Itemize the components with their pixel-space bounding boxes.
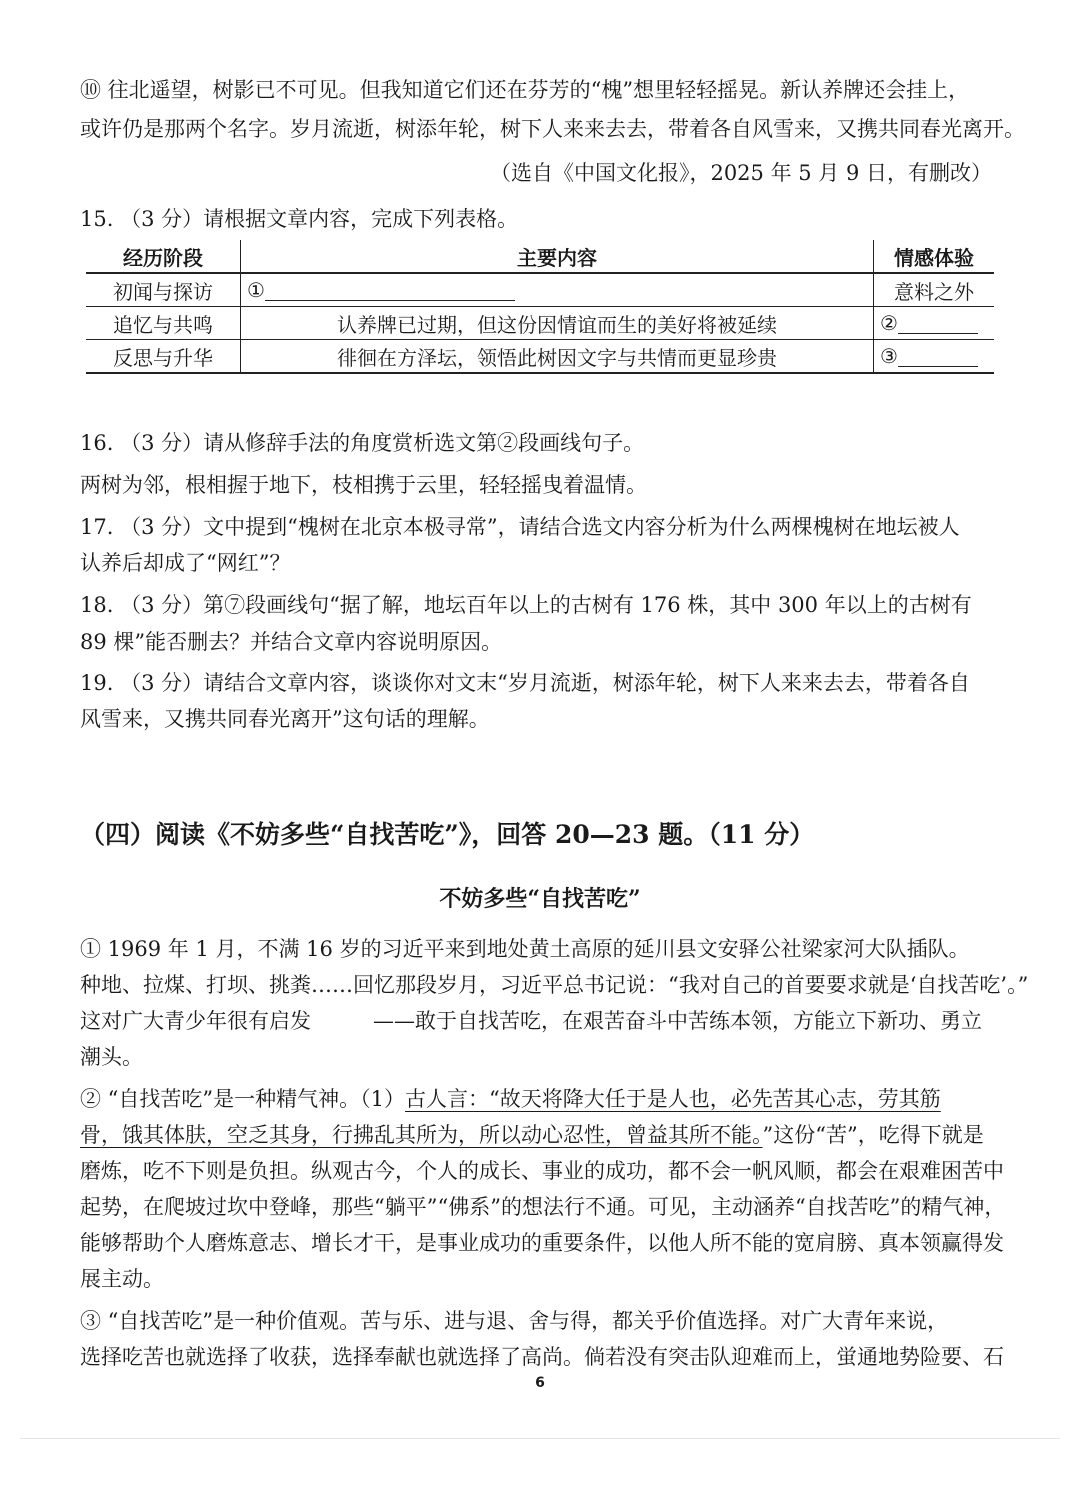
article-p2-line-6: 展主动。 [80,1267,164,1291]
page-divider [20,1438,1060,1439]
article-p2-line-1 [80,1084,941,1114]
source-citation: （选自《中国文化报》，2025 年 5 月 9 日，有删改） [489,161,992,185]
paragraph-10-line-1: ⑩ 往北遥望，树影已不可见。但我知道它们还在芬芳的“槐”想里轻轻摇晃。新认养牌还会挂上， [80,78,970,102]
header-feeling: 情感体验 [874,240,995,273]
row-stage: 反思与升华 [86,340,241,374]
blank-mark: ③ [880,344,898,368]
question-18-line-1: 18. （3 分）第⑦段画线句“据了解，地坛百年以上的古树有 176 株，其中 300 年以上的古树有 [80,593,972,617]
table-row [86,307,994,340]
underlined-quote: 古人言：“故天将降大任于是人也，必先苦其心志，劳其筋 [405,1087,941,1111]
question-19-line-1: 19. （3 分）请结合文章内容，谈谈你对文末“岁月流逝，树添年轮，树下人来来去去，带着各自 [80,671,970,695]
article-p1-line-3 [80,1006,982,1036]
row-feeling-blank[interactable] [874,340,995,374]
row-feeling-blank[interactable] [874,307,995,340]
row-feeling: 意料之外 [874,273,995,307]
header-stage: 经历阶段 [86,240,241,273]
table-row [86,340,994,374]
blank-mark: ① [247,278,265,302]
article-p1-line-1: ① 1969 年 1 月，不满 16 岁的习近平来到地处黄土高原的延川县文安驿公社梁家河大队插队。 [80,937,970,961]
underlined-quote: 骨，饿其体肤，空乏其身，行拂乱其所为，所以动心忍性，曾益其所不能。 [80,1123,763,1147]
article-p2-line-5: 能够帮助个人磨炼意志、增长才干，是事业成功的重要条件，以他人所不能的宽肩膀、真本领赢得发 [80,1231,1004,1255]
section-4-heading: （四）阅读《不妨多些“自找苦吃”》，回答 20—23 题。（11 分） [80,820,815,849]
answer-blank-line[interactable] [898,311,978,334]
table-header-row [86,240,994,273]
answer-blank-line[interactable] [898,344,978,367]
question-16-stem: 16. （3 分）请从修辞手法的角度赏析选文第②段画线句子。 [80,431,645,455]
text-segment: ② “自找苦吃”是一种精气神。（1） [80,1087,406,1111]
question-18-line-2: 89 棵”能否删去？并结合文章内容说明原因。 [80,630,503,654]
blank-mark: ② [880,311,898,335]
row-content: 认养牌已过期，但这份因情谊而生的美好将被延续 [241,307,874,340]
question-17-line-2: 认养后却成了“网红”？ [80,551,291,575]
question-16-quote: 两树为邻，根相握于地下，枝相携于云里，轻轻摇曳着温情。 [80,473,647,497]
row-content: 徘徊在方泽坛，领悟此树因文字与共情而更显珍贵 [241,340,874,374]
article-title: 不妨多些“自找苦吃” [439,886,641,912]
question-17-line-1: 17. （3 分）文中提到“槐树在北京本极寻常”，请结合选文内容分析为什么两棵槐树在地坛被人 [80,515,960,539]
row-stage: 初闻与探访 [86,273,241,307]
table-row [86,273,994,307]
article-p3-line-2: 选择吃苦也就选择了收获，选择奉献也就选择了高尚。倘若没有突击队迎难而上，蛍通地势险要、石 [80,1345,1004,1369]
text-segment: 这对广大青少年很有启发 [80,1009,311,1033]
article-p2-line-4: 起势，在爬坡过坎中登峰，那些“躺平”“佛系”的想法行不通。可见，主动涵养“自找苦吃”的精气神， [80,1195,1006,1219]
question-15-table [86,240,994,374]
answer-blank-line[interactable] [265,278,515,301]
article-p2-line-3: 磨炼，吃不下则是负担。纵观古今，个人的成长、事业的成功，都不会一帆风顺，都会在艰难困苦中 [80,1159,1004,1183]
article-p3-line-1: ③ “自找苦吃”是一种价值观。苦与乐、进与退、舍与得，都关乎价值选择。对广大青年来说， [80,1309,949,1333]
article-p1-line-4: 潮头。 [80,1045,143,1069]
row-content-blank[interactable] [241,273,874,307]
text-segment: ——敢于自找苦吃，在艰苦奋斗中苦练本领，方能立下新功、勇立 [373,1009,982,1033]
question-15-stem: 15. （3 分）请根据文章内容，完成下列表格。 [80,207,519,231]
article-p1-line-2: 种地、拉煤、打坝、挑粪……回忆那段岁月，习近平总书记说：“我对自己的首要要求就是‘自找苦吃’。” [80,973,1029,997]
page-number: 6 [535,1375,545,1391]
paragraph-10-line-2: 或许仍是那两个名字。岁月流逝，树添年轮，树下人来来去去，带着各自风雪来，又携共同春光离开。 [80,117,1025,141]
article-p2-line-2 [80,1120,984,1150]
row-stage: 追忆与共鸣 [86,307,241,340]
text-segment: ”这份“苦”，吃得下就是 [762,1123,984,1147]
header-content: 主要内容 [241,240,874,273]
question-19-line-2: 风雪来，又携共同春光离开”这句话的理解。 [80,707,490,731]
